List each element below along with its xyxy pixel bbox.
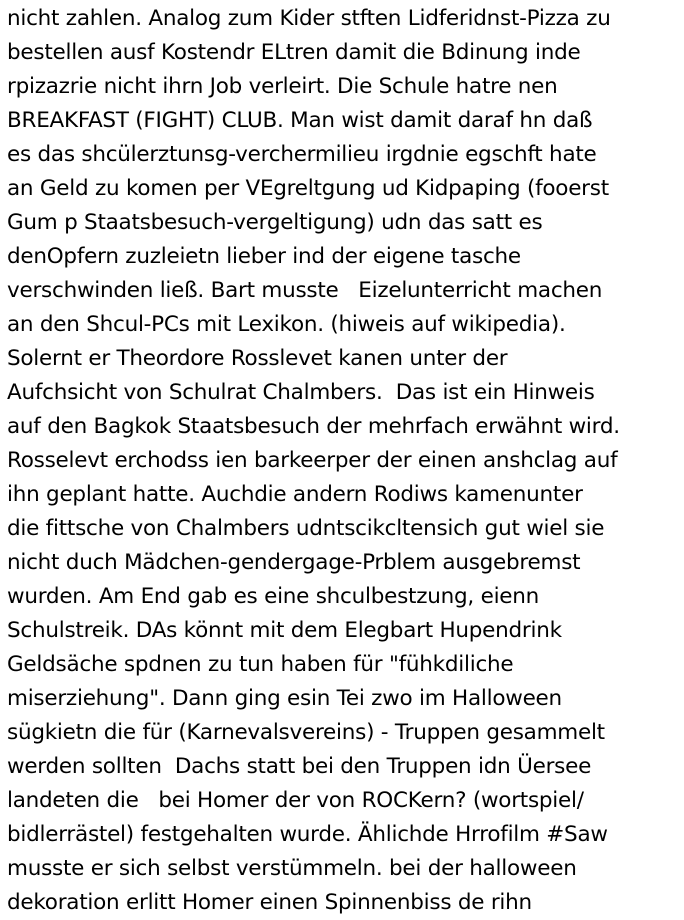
text-line: Aufchsicht von Schulrat Chalmbers. Das ist ein Hinweis [7, 380, 595, 405]
text-line: landeten die bei Homer der von ROCKern? (wortspiel/ [7, 788, 584, 813]
text-line: Geldsäche spdnen zu tun haben für "fühkdiliche [7, 652, 514, 677]
text-line: bestellen ausf Kostendr ELtren damit die Bdinung inde [7, 40, 581, 65]
text-line: Schulstreik. DAs könnt mit dem Elegbart Hupendrink [7, 618, 562, 643]
text-line: bidlerrästel) festgehalten wurde. Ählichde Hrrofilm #Saw [7, 822, 608, 847]
document-text [7, 2, 620, 920]
text-line: Rosselevt erchodss ien barkeerper der einen anshclag auf [7, 448, 618, 473]
text-line: verschwinden ließ. Bart musste Eizelunterricht machen [7, 278, 603, 303]
text-line: musste er sich selbst verstümmeln. bei der halloween [7, 856, 577, 881]
text-line: Solernt er Theordore Rosslevet kanen unter der [7, 346, 508, 371]
text-line: dekoration erlitt Homer einen Spinnenbiss de rihn [7, 890, 532, 915]
text-line: nicht zahlen. Analog zum Kider stften Lidferidnst-Pizza zu [7, 6, 611, 31]
text-line: miserziehung". Dann ging esin Tei zwo im Halloween [7, 686, 562, 711]
text-line: die fittsche von Chalmbers udntscikcltensich gut wiel sie [7, 516, 605, 541]
text-line: nicht duch Mädchen-gendergage-Prblem ausgebremst [7, 550, 581, 575]
text-line: an Geld zu komen per VEgreltgung ud Kidpaping (fooerst [7, 176, 609, 201]
text-line: rpizazrie nicht ihrn Job verleirt. Die Schule hatre nen [7, 74, 558, 99]
text-line: auf den Bagkok Staatsbesuch der mehrfach erwähnt wird. [7, 414, 620, 439]
text-line: Gum p Staatsbesuch-vergeltigung) udn das satt es [7, 210, 543, 235]
text-line: ihn geplant hatte. Auchdie andern Rodiws kamenunter [7, 482, 583, 507]
text-line: an den Shcul-PCs mit Lexikon. (hiweis auf wikipedia). [7, 312, 566, 337]
text-line: wurden. Am End gab es eine shculbestzung, eienn [7, 584, 540, 609]
text-line: werden sollten Dachs statt bei den Truppen idn Üersee [7, 754, 592, 779]
text-line: sügkietn die für (Karnevalsvereins) - Truppen gesammelt [7, 720, 605, 745]
text-line: denOpfern zuzleietn lieber ind der eigene tasche [7, 244, 521, 269]
text-line: BREAKFAST (FIGHT) CLUB. Man wist damit daraf hn daß [7, 108, 593, 133]
text-line: es das shcülerztunsg-verchermilieu irgdnie egschft hate [7, 142, 597, 167]
